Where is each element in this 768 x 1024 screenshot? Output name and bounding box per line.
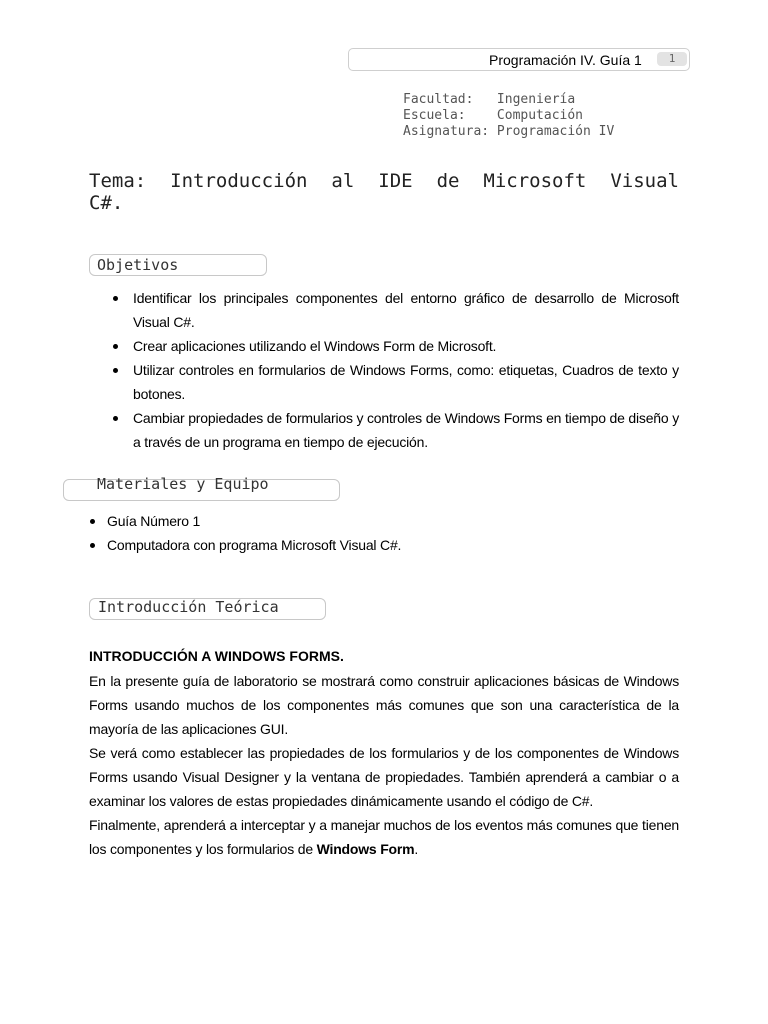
list-item: Computadora con programa Microsoft Visual C#. [107,533,607,557]
materiales-list [107,509,607,557]
list-item: Cambiar propiedades de formularios y controles de Windows Forms en tiempo de diseño y a través de un programa en tiempo de ejecución. [133,406,679,454]
windows-form-bold: Windows Form [316,841,415,857]
topic-title: Tema: Introducción al IDE de Microsoft Visual C#. [89,170,679,214]
intro-body [89,669,679,861]
list-item: Guía Número 1 [107,509,607,533]
page-number-badge: 1 [657,52,687,66]
materiales-heading: Materiales y Equipo [97,475,269,493]
objetivos-list [133,286,679,454]
faculty-info [403,92,614,140]
intro-paragraph-end: . [414,841,419,857]
introduccion-heading: Introducción Teórica [98,598,279,616]
school-row: Escuela: Computación [403,108,584,123]
intro-subheading: INTRODUCCIÓN A WINDOWS FORMS. [89,648,344,664]
list-item: Identificar los principales componentes del entorno gráfico de desarrollo de Microsoft Visual C#. [133,286,679,334]
subject-row: Asignatura: Programación IV [403,124,615,139]
objetivos-heading: Objetivos [97,256,179,274]
intro-paragraph: En la presente guía de laboratorio se mostrará como construir aplicaciones básicas de Windows Forms usando muchos de los componentes más comunes que son una característica de la mayoría de las aplicaciones GUI. [89,673,679,737]
intro-paragraph [89,813,679,861]
intro-paragraph-text: Finalmente, aprenderá a interceptar y a manejar muchos de los eventos más comunes que tienen los componentes y los formularios de [89,817,679,857]
intro-paragraph: Se verá como establecer las propiedades de los formularios y de los componentes de Windows Forms usando Visual Designer y la ventana de propiedades. También aprenderá a cambiar o a examinar los valores de estas propiedades dinámicamente usando el código de C#. [89,745,679,809]
list-item: Utilizar controles en formularios de Windows Forms, como: etiquetas, Cuadros de texto y botones. [133,358,679,406]
faculty-row: Facultad: Ingeniería [403,92,576,107]
list-item: Crear aplicaciones utilizando el Windows Form de Microsoft. [133,334,679,358]
header-title: Programación IV. Guía 1 [489,52,642,68]
